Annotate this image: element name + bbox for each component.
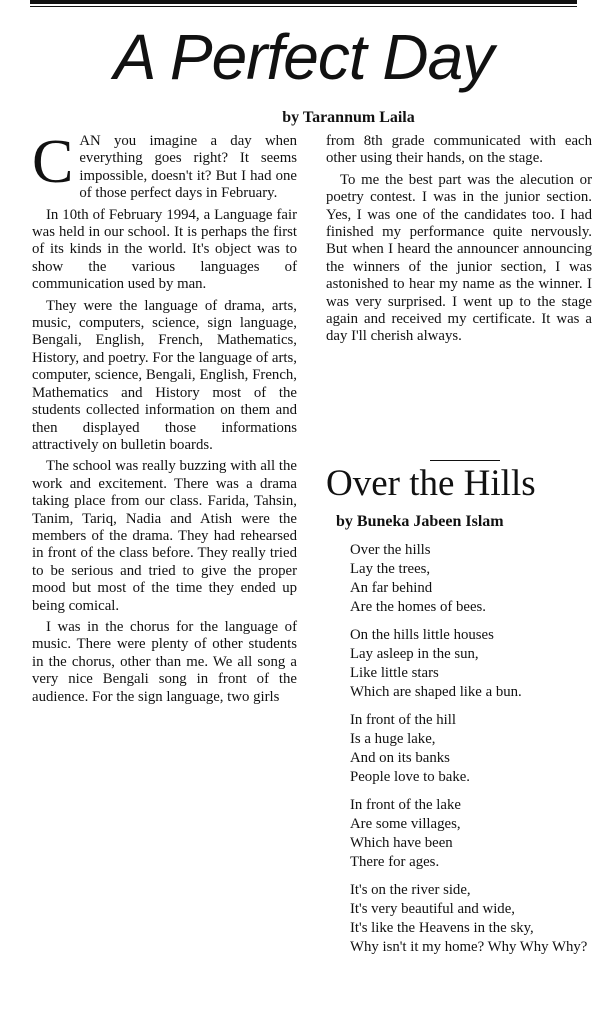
- poem-line: It's very beautiful and wide,: [350, 901, 515, 917]
- poem-title: Over the Hills: [326, 463, 536, 504]
- article-byline: by Tarannum Laila: [282, 109, 415, 126]
- poem-line: Like little stars: [350, 665, 439, 681]
- article-column-right: [326, 133, 592, 350]
- poem-line: Are some villages,: [350, 816, 461, 832]
- article-paragraph: In 10th of February 1994, a Language fair was held in our school. It is perhaps the first of its kinds in the world. It's object was to show the various languages of communication used by man.: [32, 206, 297, 293]
- top-rule: [30, 0, 577, 4]
- article-title: A Perfect Day: [113, 21, 494, 93]
- poem-line: And on its banks: [350, 750, 450, 766]
- poem-line: Lay the trees,: [350, 561, 431, 577]
- article-paragraph: They were the language of drama, arts, music, computers, science, sign language, Bengali, English, French, Mathematics, History, and poetry. For the language of arts, computer, science, Bengali, English, French, Mathematics and History most of the students collected information on them and then displayed those informations attractively on bulletin boards.: [32, 297, 297, 453]
- poem-line: Which are shaped like a bun.: [350, 684, 522, 700]
- poem-line: It's like the Heavens in the sky,: [350, 920, 534, 936]
- poem-line: Are the homes of bees.: [350, 599, 487, 615]
- article-paragraph: The school was really buzzing with all the work and excitement. There was a drama taking place from our class. Farida, Tahsin, Tanim, Tariq, Nadia and Atish were the members of the drama. They had rehearsed in front of the class before. They really tried to be serious and tried to give the proper mood but most of the time they ended up being comical.: [32, 458, 297, 614]
- poem-line: People love to bake.: [350, 769, 470, 785]
- article-paragraph: from 8th grade communicated with each other using their hands, on the stage.: [326, 133, 592, 167]
- poem-byline: by Buneka Jabeen Islam: [336, 513, 504, 530]
- top-rule-thin: [30, 6, 577, 7]
- poem-line: Why isn't it my home? Why Why Why?: [350, 939, 588, 955]
- poem-line: In front of the hill: [350, 712, 457, 728]
- poem-stanza: [326, 541, 592, 617]
- poem-line: There for ages.: [350, 854, 440, 870]
- poem-line: On the hills little houses: [350, 627, 494, 643]
- article-paragraph: I was in the chorus for the language of music. There were plenty of other students in the chorus, other than me. We all song a very nice Bengali song in front of the audience. For the sign language, two girls: [32, 618, 297, 705]
- article-paragraph: CAN you imagine a day when everything goes right? It seems impossible, doesn't it? But I had one of those perfect days in February.: [32, 128, 297, 202]
- article-paragraph: To me the best part was the alecution or poetry contest. I was in the junior section. Yes, I was one of the candidates too. I had finished my performance quite nervously. But when I heard the announcer announcing the winners of the junior section, I was astonished to hear my name as the winner. I was very surprised. I went up to the stage again and received my certificate. It was a day I'll cherish always.: [326, 171, 592, 345]
- poem-stanza: [326, 881, 592, 957]
- poem-line: An far behind: [350, 580, 433, 596]
- poem-stanza: [326, 711, 592, 787]
- poem-line: Is a huge lake,: [350, 731, 436, 747]
- poem-body: [326, 541, 592, 966]
- poem-stanza: [326, 796, 592, 872]
- poem-line: It's on the river side,: [350, 882, 471, 898]
- poem-stanza: [326, 626, 592, 702]
- poem-line: Over the hills: [350, 542, 431, 558]
- poem-line: Which have been: [350, 835, 453, 851]
- poem-line: Lay asleep in the sun,: [350, 646, 479, 662]
- article-column-left: [32, 128, 297, 710]
- drop-cap: C: [32, 128, 74, 196]
- poem-line: In front of the lake: [350, 797, 461, 813]
